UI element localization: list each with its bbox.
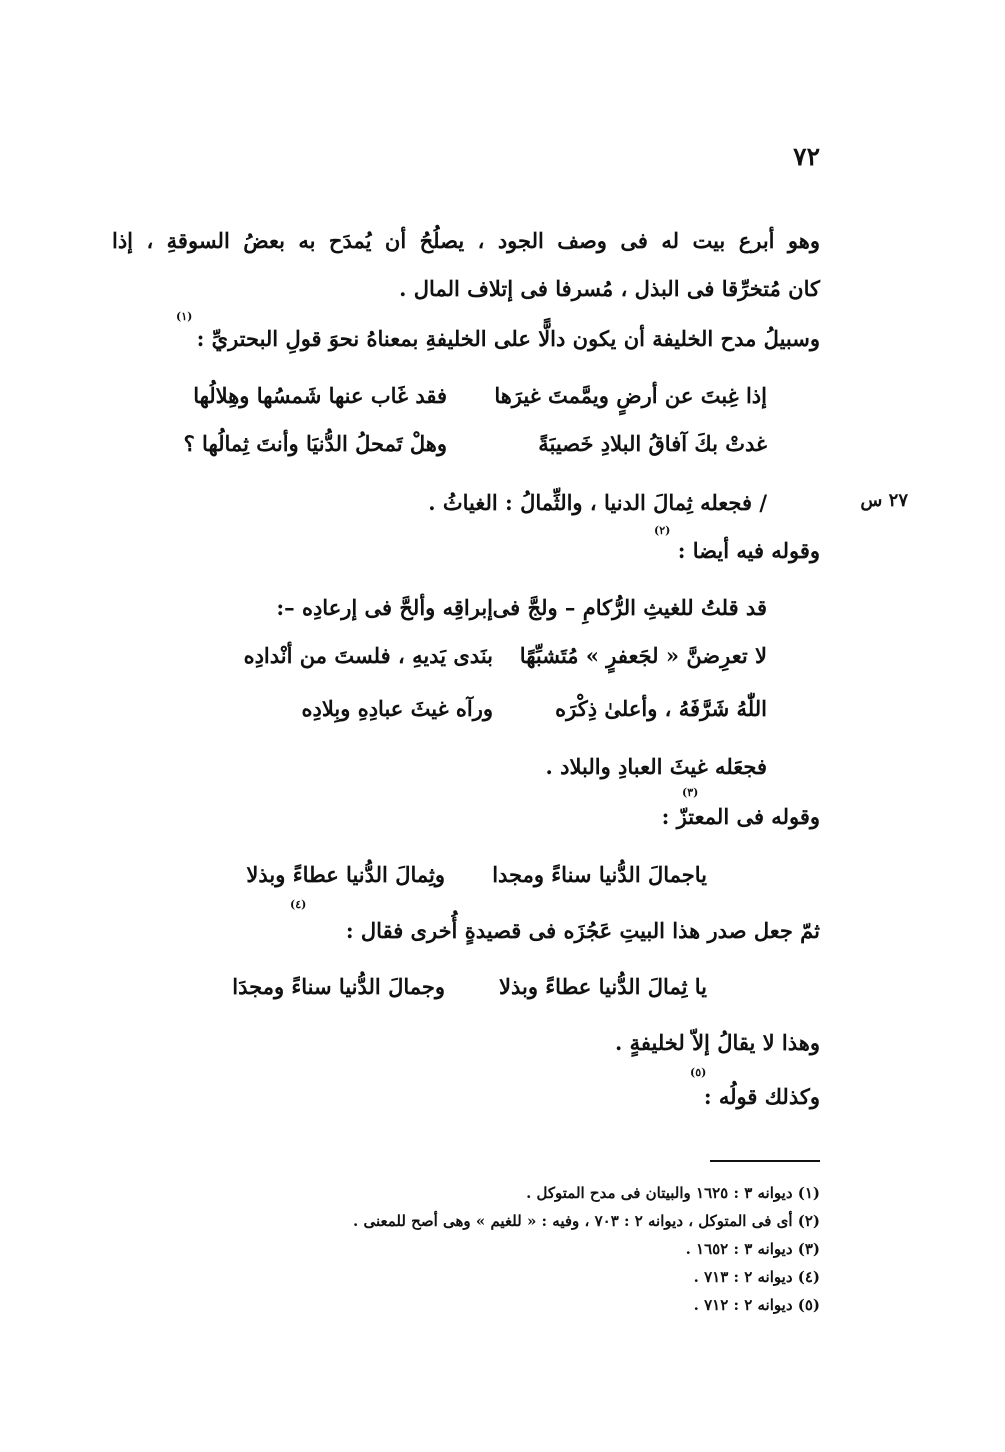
- comment-2: فجعَله غيثَ العبادِ والبلاد .: [545, 754, 767, 779]
- footnote-marker-2: (٢): [654, 524, 671, 537]
- footnote-1: (١) ديوانه ٣ : ١٦٢٥ والبيتان فى مدح المتوكل .: [526, 1184, 820, 1202]
- verse-4-1-left: وجمالَ الدُّنيا سناءً ومجدَا: [232, 974, 445, 999]
- page-number: ٧٢: [793, 142, 820, 171]
- verse-2-3-right: اللّٰهُ شَرَّفَهُ ، وأعلىٰ ذِكْرَه: [555, 696, 767, 721]
- verse-3-1-left: وثِمالَ الدُّنيا عطاءً وبذلا: [246, 862, 445, 887]
- comment-1: / فجعله ثِمالَ الدنيا ، والثِّمالُ : الغياثُ .: [428, 490, 767, 515]
- verse-4-1-right: يا ثِمالَ الدُّنيا عطاءً وبذلا: [499, 974, 707, 999]
- footnote-divider: [710, 1160, 820, 1162]
- footnote-2: (٢) أى فى المتوكل ، ديوانه ٢ : ٧٠٣ ، وفيه : « للغيم » وهى أصح للمعنى .: [353, 1212, 820, 1230]
- footnote-marker-3: (٣): [682, 786, 699, 799]
- footnote-marker-1: (١): [176, 310, 193, 323]
- intro-4: ثمّ جعل صدر هذا البيتِ عَجُزَه فى قصيدةٍ أُخرى فقال :: [345, 918, 820, 943]
- verse-1-2-left: وهلْ تَمحلُ الدُّنيَا وأنتَ ثِمالُها ؟: [183, 431, 447, 456]
- verse-1-1-right: إذا غِبتَ عن أرضٍ ويمَّمتَ غيرَها: [494, 383, 767, 408]
- verse-1-2-right: غدتْ بكَ آفاقُ البلادِ خَصيبَةً: [538, 431, 767, 456]
- intro-2: وقوله فيه أيضا :: [677, 538, 820, 563]
- margin-note: ٢٧ س: [860, 490, 908, 511]
- intro-5: وكذلك قولُه :: [703, 1084, 820, 1109]
- footnote-marker-5: (٥): [690, 1066, 707, 1079]
- footnote-marker-4: (٤): [290, 898, 307, 911]
- paragraph-1-line-2: كان مُتخرِّقا فى البذل ، مُسرفا فى إتلاف المال .: [399, 276, 820, 301]
- intro-3: وقوله فى المعتزّ :: [661, 804, 820, 829]
- footnote-5: (٥) ديوانه ٢ : ٧١٢ .: [693, 1296, 820, 1314]
- verse-2-3-left: ورآه غيثَ عبادِهِ وبِلادِه: [301, 696, 493, 721]
- verse-2-1-right: قد قلتُ للغيثِ الرُّكامِ – ولجَّ فى: [492, 595, 767, 620]
- verse-1-1-left: فقد غَاب عنها شَمسُها وهِلالُها: [193, 383, 447, 408]
- verse-2-2-right: لا تعرِضنَّ « لجَعفرٍ » مُتَشبِّهًا: [519, 643, 767, 668]
- verse-3-1-right: ياجمالَ الدُّنيا سناءً ومجدا: [492, 862, 707, 887]
- verse-2-2-left: بنَدى يَديهِ ، فلستَ من أنْدادِه: [243, 643, 493, 668]
- footnote-4: (٤) ديوانه ٢ : ٧١٣ .: [693, 1268, 820, 1286]
- footnote-3: (٣) ديوانه ٣ : ١٦٥٢ .: [685, 1240, 820, 1258]
- intro-1: وسبيلُ مدح الخليفة أن يكون دالًّا على الخليفةِ بمعناهُ نحوَ قولِ البحتريِّ :: [196, 326, 820, 351]
- paragraph-1-line-1: وهو أبرع بيت له فى وصف الجود ، يصلُحُ أن يُمدَح به بعضُ السوقةِ ، إذا: [112, 228, 820, 253]
- verse-2-1-left: إبراقِه وألحَّ فى إرعادِه –:: [276, 595, 493, 620]
- comment-4: وهذا لا يقالُ إلاّ لخليفةٍ .: [615, 1030, 820, 1055]
